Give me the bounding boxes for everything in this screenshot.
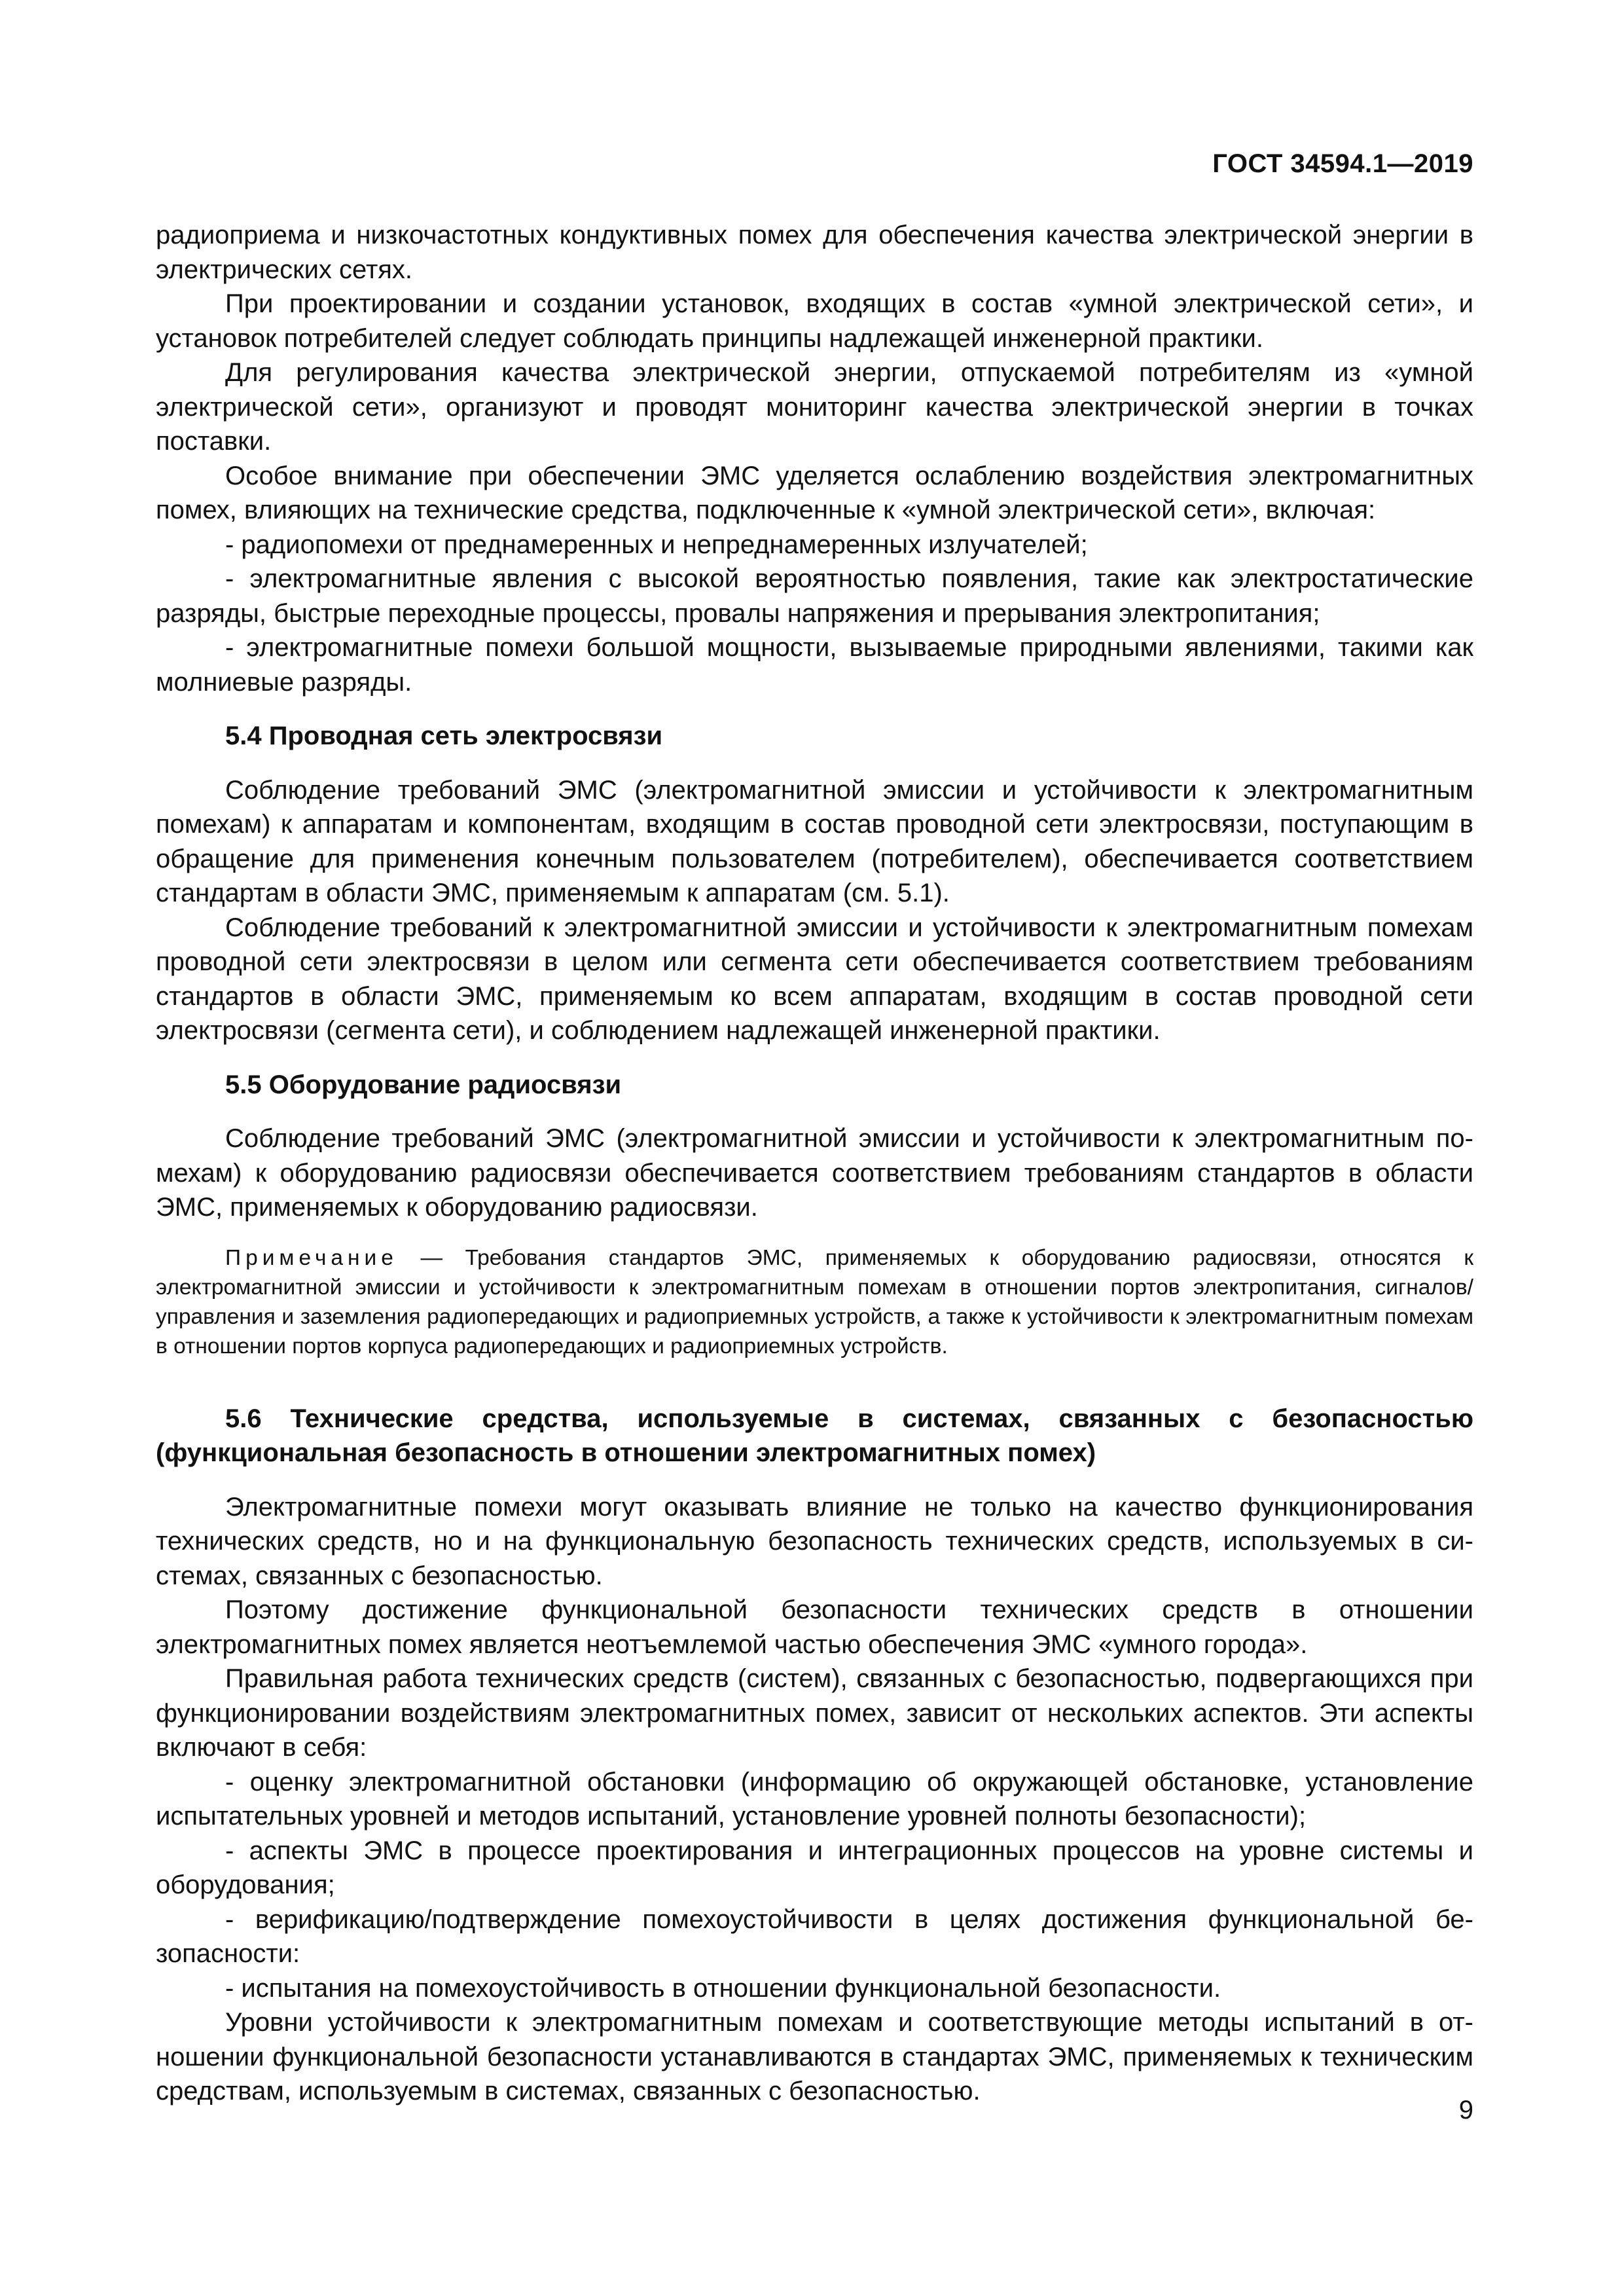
section-5-4-paragraph-1: Соблюдение требований ЭМС (электромагнитной эмиссии и устойчивости к электромагнитным помехам) к аппаратам и компонентам, входящим в состав проводной сети электросвязи, поступающим в обращение для применения конечным пользователем (потребителем), обеспечивается соответствием стандартам в области ЭМС, применяемым к аппаратам (см. 5.1). <box>156 775 1473 907</box>
section-5-6-paragraph-2: Поэтому достижение функциональной безопасности технических средств в отношении электромагнитных помех является неотъемлемой частью обеспечения ЭМС «умного города». <box>156 1595 1473 1659</box>
page-number: 9 <box>1458 2096 1473 2124</box>
section-5-6-list-item: - оценку электромагнитной обстановки (информацию об окружающей обстановке, установление испытательных уровней и методов испытаний, установление уровней полноты безопасности); <box>156 1767 1473 1831</box>
section-5-6-list-item: - аспекты ЭМС в процессе проектирования и интеграционных процессов на уровне системы и оборудования; <box>156 1836 1473 1899</box>
section-5-5-note <box>156 1243 1473 1361</box>
section-5-4-paragraph-2: Соблюдение требований к электромагнитной эмиссии и устойчивости к электромагнитным помехам проводной сети электросвязи в целом или сегмента сети обеспечивается соответствием требованиям стандартов в области ЭМС, применяемым ко всем аппаратам, входящим в состав проводной сети электросвязи (сегмента сети), и соблюдением надлежащей инженерной практики. <box>156 913 1473 1045</box>
section-5-6-paragraph-1: Электромагнитные помехи могут оказывать влияние не только на качество функционирования технических средств, но и на функциональную безопасность технических средств, используемых в системах, связанных с безопасностью. <box>156 1492 1473 1590</box>
intro-paragraph-1: радиоприема и низкочастотных кондуктивных помех для обеспечения качества электрической энергии в электрических сетях. <box>156 221 1473 284</box>
intro-list-item: - электромагнитные помехи большой мощности, вызываемые природными явлениями, такими как молниевые разряды. <box>156 633 1473 697</box>
note-label: Примечание <box>225 1245 398 1270</box>
intro-paragraph-4: Особое внимание при обеспечении ЭМС уделяется ослаблению воздействия электромагнитных помех, влияющих на технические средства, подключенные к «умной электрической сети», включая: <box>156 461 1473 524</box>
section-5-6-list-item: - испытания на помехоустойчивость в отношении функциональной безопасности. <box>225 1973 1221 2003</box>
section-5-6-list-item: - верификацию/подтверждение помехоустойчивости в целях достижения функциональной безопасности: <box>156 1904 1473 1968</box>
document-id: ГОСТ 34594.1—2019 <box>1212 149 1473 178</box>
note-text: — Требования стандартов ЭМС, применяемых к оборудованию радиосвязи, относятся к электромагнитной эмиссии и устойчивости к электромагнитным помехам в отношении портов электропитания, сигналов/управления и заземления радиопередающих и радиоприемных устройств, а также к устойчивости к электромагнитным помехам в отношении портов корпуса радиопередающих и радиоприемных устройств. <box>156 1245 1473 1358</box>
section-5-4-heading: 5.4 Проводная сеть электросвязи <box>225 721 663 750</box>
section-5-5-heading: 5.5 Оборудование радиосвязи <box>225 1070 622 1099</box>
section-5-6-paragraph-3: Правильная работа технических средств (систем), связанных с безопасностью, подвергающихся при функционировании воздействиям электромагнитных помех, зависит от нескольких аспектов. Эти аспекты включают в себя: <box>156 1664 1473 1762</box>
section-5-6-heading: 5.6 Технические средства, используемые в системах, связанных с безопасностью (функциональная безопасность в отношении электромагнитных помех) <box>156 1404 1473 1467</box>
intro-paragraph-3: Для регулирования качества электрической энергии, отпускаемой потребителям из «умной электрической сети», организуют и проводят мониторинг качества электрической энергии в точках поставки. <box>156 358 1473 456</box>
page-content <box>156 218 1473 2109</box>
intro-paragraph-2: При проектировании и создании установок, входящих в состав «умной электрической сети», и установок потребителей следует соблюдать принципы надлежащей инженерной практики. <box>156 289 1473 353</box>
section-5-6-paragraph-4: Уровни устойчивости к электромагнитным помехам и соответствующие методы испытаний в отношении функциональной безопасности устанавливаются в стандартах ЭМС, применяемых к техническим средствам, используемым в системах, связанных с безопасностью. <box>156 2008 1473 2105</box>
section-5-5-paragraph-1: Соблюдение требований ЭМС (электромагнитной эмиссии и устойчивости к электромагнитным помехам) к оборудованию радиосвязи обеспечивается соответствием требованиям стандартов в области ЭМС, применяемых к оборудованию радиосвязи. <box>156 1124 1473 1222</box>
intro-list-item: - электромагнитные явления с высокой вероятностью появления, такие как электростатические разряды, быстрые переходные процессы, провалы напряжения и прерывания электропитания; <box>156 564 1473 628</box>
intro-list-item: - радиопомехи от преднамеренных и непреднамеренных излучателей; <box>225 530 1088 559</box>
